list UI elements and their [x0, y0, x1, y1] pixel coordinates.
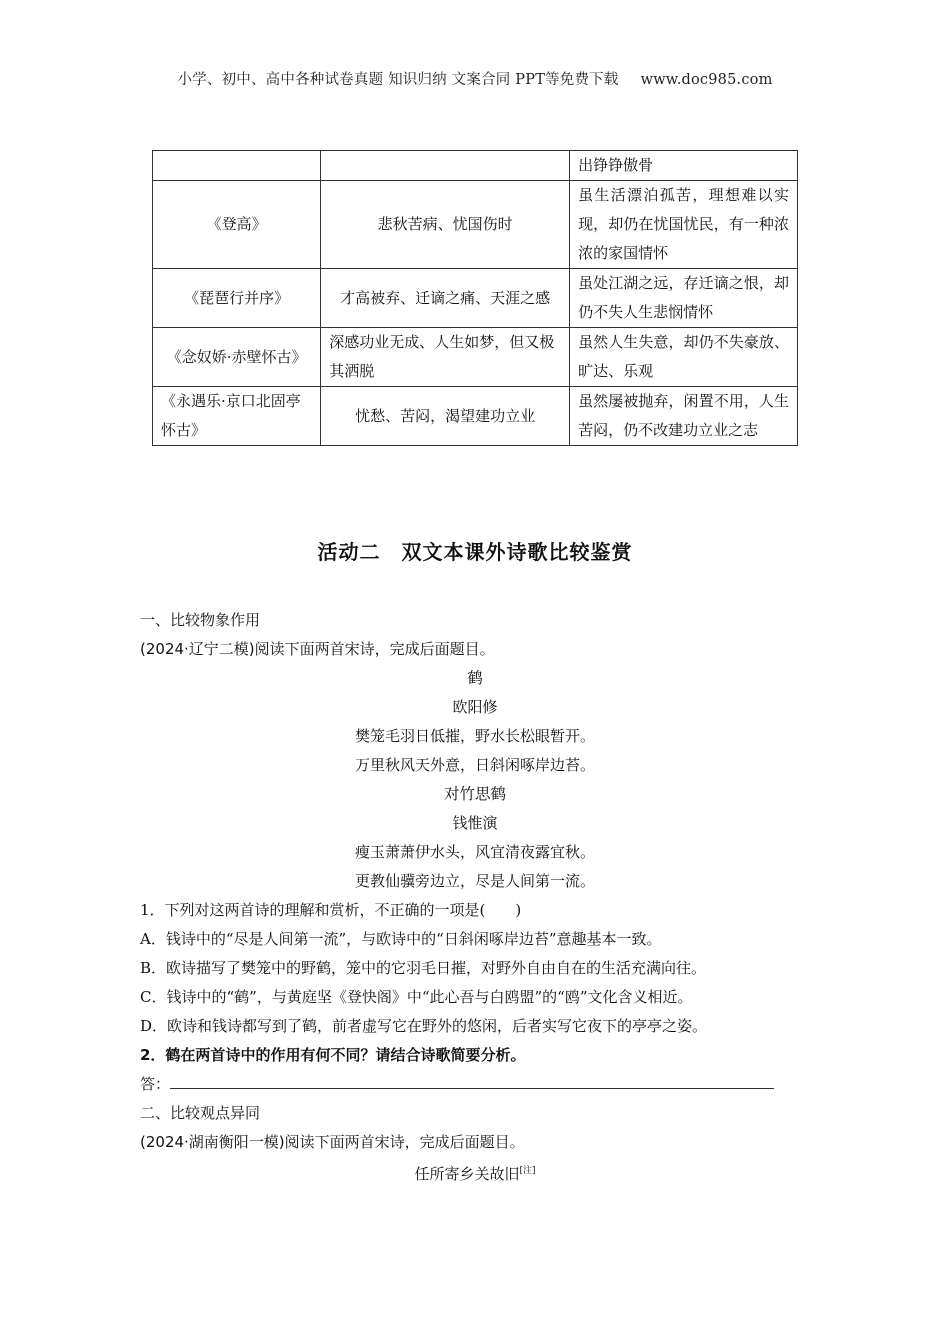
section-title: 活动二 双文本课外诗歌比较鉴赏 [317, 540, 633, 564]
table-row [153, 181, 798, 269]
part2-intro: (2024·湖南衡阳一模)阅读下面两首宋诗，完成后面题目。 [140, 1133, 525, 1151]
poem1-title: 鹤 [467, 669, 483, 687]
question-1-option-d: D．欧诗和钱诗都写到了鹤，前者虚写它在野外的悠闲，后者实写它夜下的亭亭之姿。 [140, 1017, 708, 1035]
part1-intro: (2024·辽宁二模)阅读下面两首宋诗，完成后面题目。 [140, 640, 495, 658]
poem2-title: 对竹思鹤 [443, 785, 506, 803]
question-1-option-a: A．钱诗中的“尽是人间第一流”，与欧诗中的“日斜闲啄岸边苔”意趣基本一致。 [140, 930, 662, 948]
table-cell: 才高被弃、迁谪之痛、天涯之感 [321, 269, 570, 328]
poem1-line: 樊笼毛羽日低摧，野水长松眼暂开。 [354, 727, 595, 745]
table-cell: 《登高》 [153, 181, 321, 269]
table-cell: 《琵琶行并序》 [153, 269, 321, 328]
table-cell: 虽生活漂泊孤苦，理想难以实现，却仍在忧国忧民，有一种浓浓的家国情怀 [570, 181, 798, 269]
page-header [0, 68, 950, 89]
question-1-option-c: C．钱诗中的“鹤”，与黄庭坚《登快阁》中“此心吾与白鸥盟”的“鸥”文化含义相近。 [140, 988, 693, 1006]
table-cell: 《念奴娇·赤壁怀古》 [153, 328, 321, 387]
part2-poem-title-row [140, 1157, 810, 1189]
note-mark: [注] [519, 1166, 536, 1176]
exercise-body [140, 606, 810, 1189]
poem2-line: 瘦玉萧萧伊水头，风宜清夜露宜秋。 [354, 843, 595, 861]
table-cell: 《永遇乐·京口北固亭怀古》 [153, 387, 321, 446]
answer-row [140, 1070, 810, 1099]
table-row [153, 387, 798, 446]
table-cell: 忧愁、苦闷，渴望建功立业 [321, 387, 570, 446]
answer-line[interactable] [170, 1070, 774, 1089]
table-cell: 虽然人生失意，却仍不失豪放、旷达、乐观 [570, 328, 798, 387]
table-row [153, 328, 798, 387]
table-cell: 悲秋苦病、忧国伤时 [321, 181, 570, 269]
answer-label: 答： [140, 1075, 171, 1093]
summary-table [152, 150, 798, 446]
poem1-author: 欧阳修 [452, 698, 498, 716]
question-2-stem: 2．鹤在两首诗中的作用有何不同？请结合诗歌简要分析。 [140, 1046, 526, 1064]
table-cell: 虽然屡被抛弃，闲置不用，人生苦闷，仍不改建功立业之志 [570, 387, 798, 446]
poem1-line: 万里秋风天外意，日斜闲啄岸边苔。 [354, 756, 595, 774]
poem2-line: 更教仙骥旁边立，尽是人间第一流。 [354, 872, 595, 890]
table-row [153, 151, 798, 181]
part2-poem-title: 任所寄乡关故旧 [414, 1165, 520, 1183]
question-1-option-b: B．欧诗描写了樊笼中的野鹤，笼中的它羽毛日摧，对野外自由自在的生活充满向往。 [140, 959, 707, 977]
part2-heading: 二、比较观点异同 [140, 1104, 261, 1122]
header-text: 小学、初中、高中各种试卷真题 知识归纳 文案合同 PPT等免费下载 [177, 72, 619, 88]
header-site[interactable]: www.doc985.com [640, 72, 773, 88]
table-cell [321, 151, 570, 181]
table-cell: 虽处江湖之远，存迁谪之恨，却仍不失人生悲悯情怀 [570, 269, 798, 328]
table-cell: 深感功业无成、人生如梦，但又极其洒脱 [321, 328, 570, 387]
part1-heading: 一、比较物象作用 [140, 611, 261, 629]
poem2-author: 钱惟演 [452, 814, 498, 832]
table-cell: 出铮铮傲骨 [570, 151, 798, 181]
question-1-stem: 1．下列对这两首诗的理解和赏析，不正确的一项是( ) [140, 901, 522, 919]
table-cell [153, 151, 321, 181]
table-row [153, 269, 798, 328]
